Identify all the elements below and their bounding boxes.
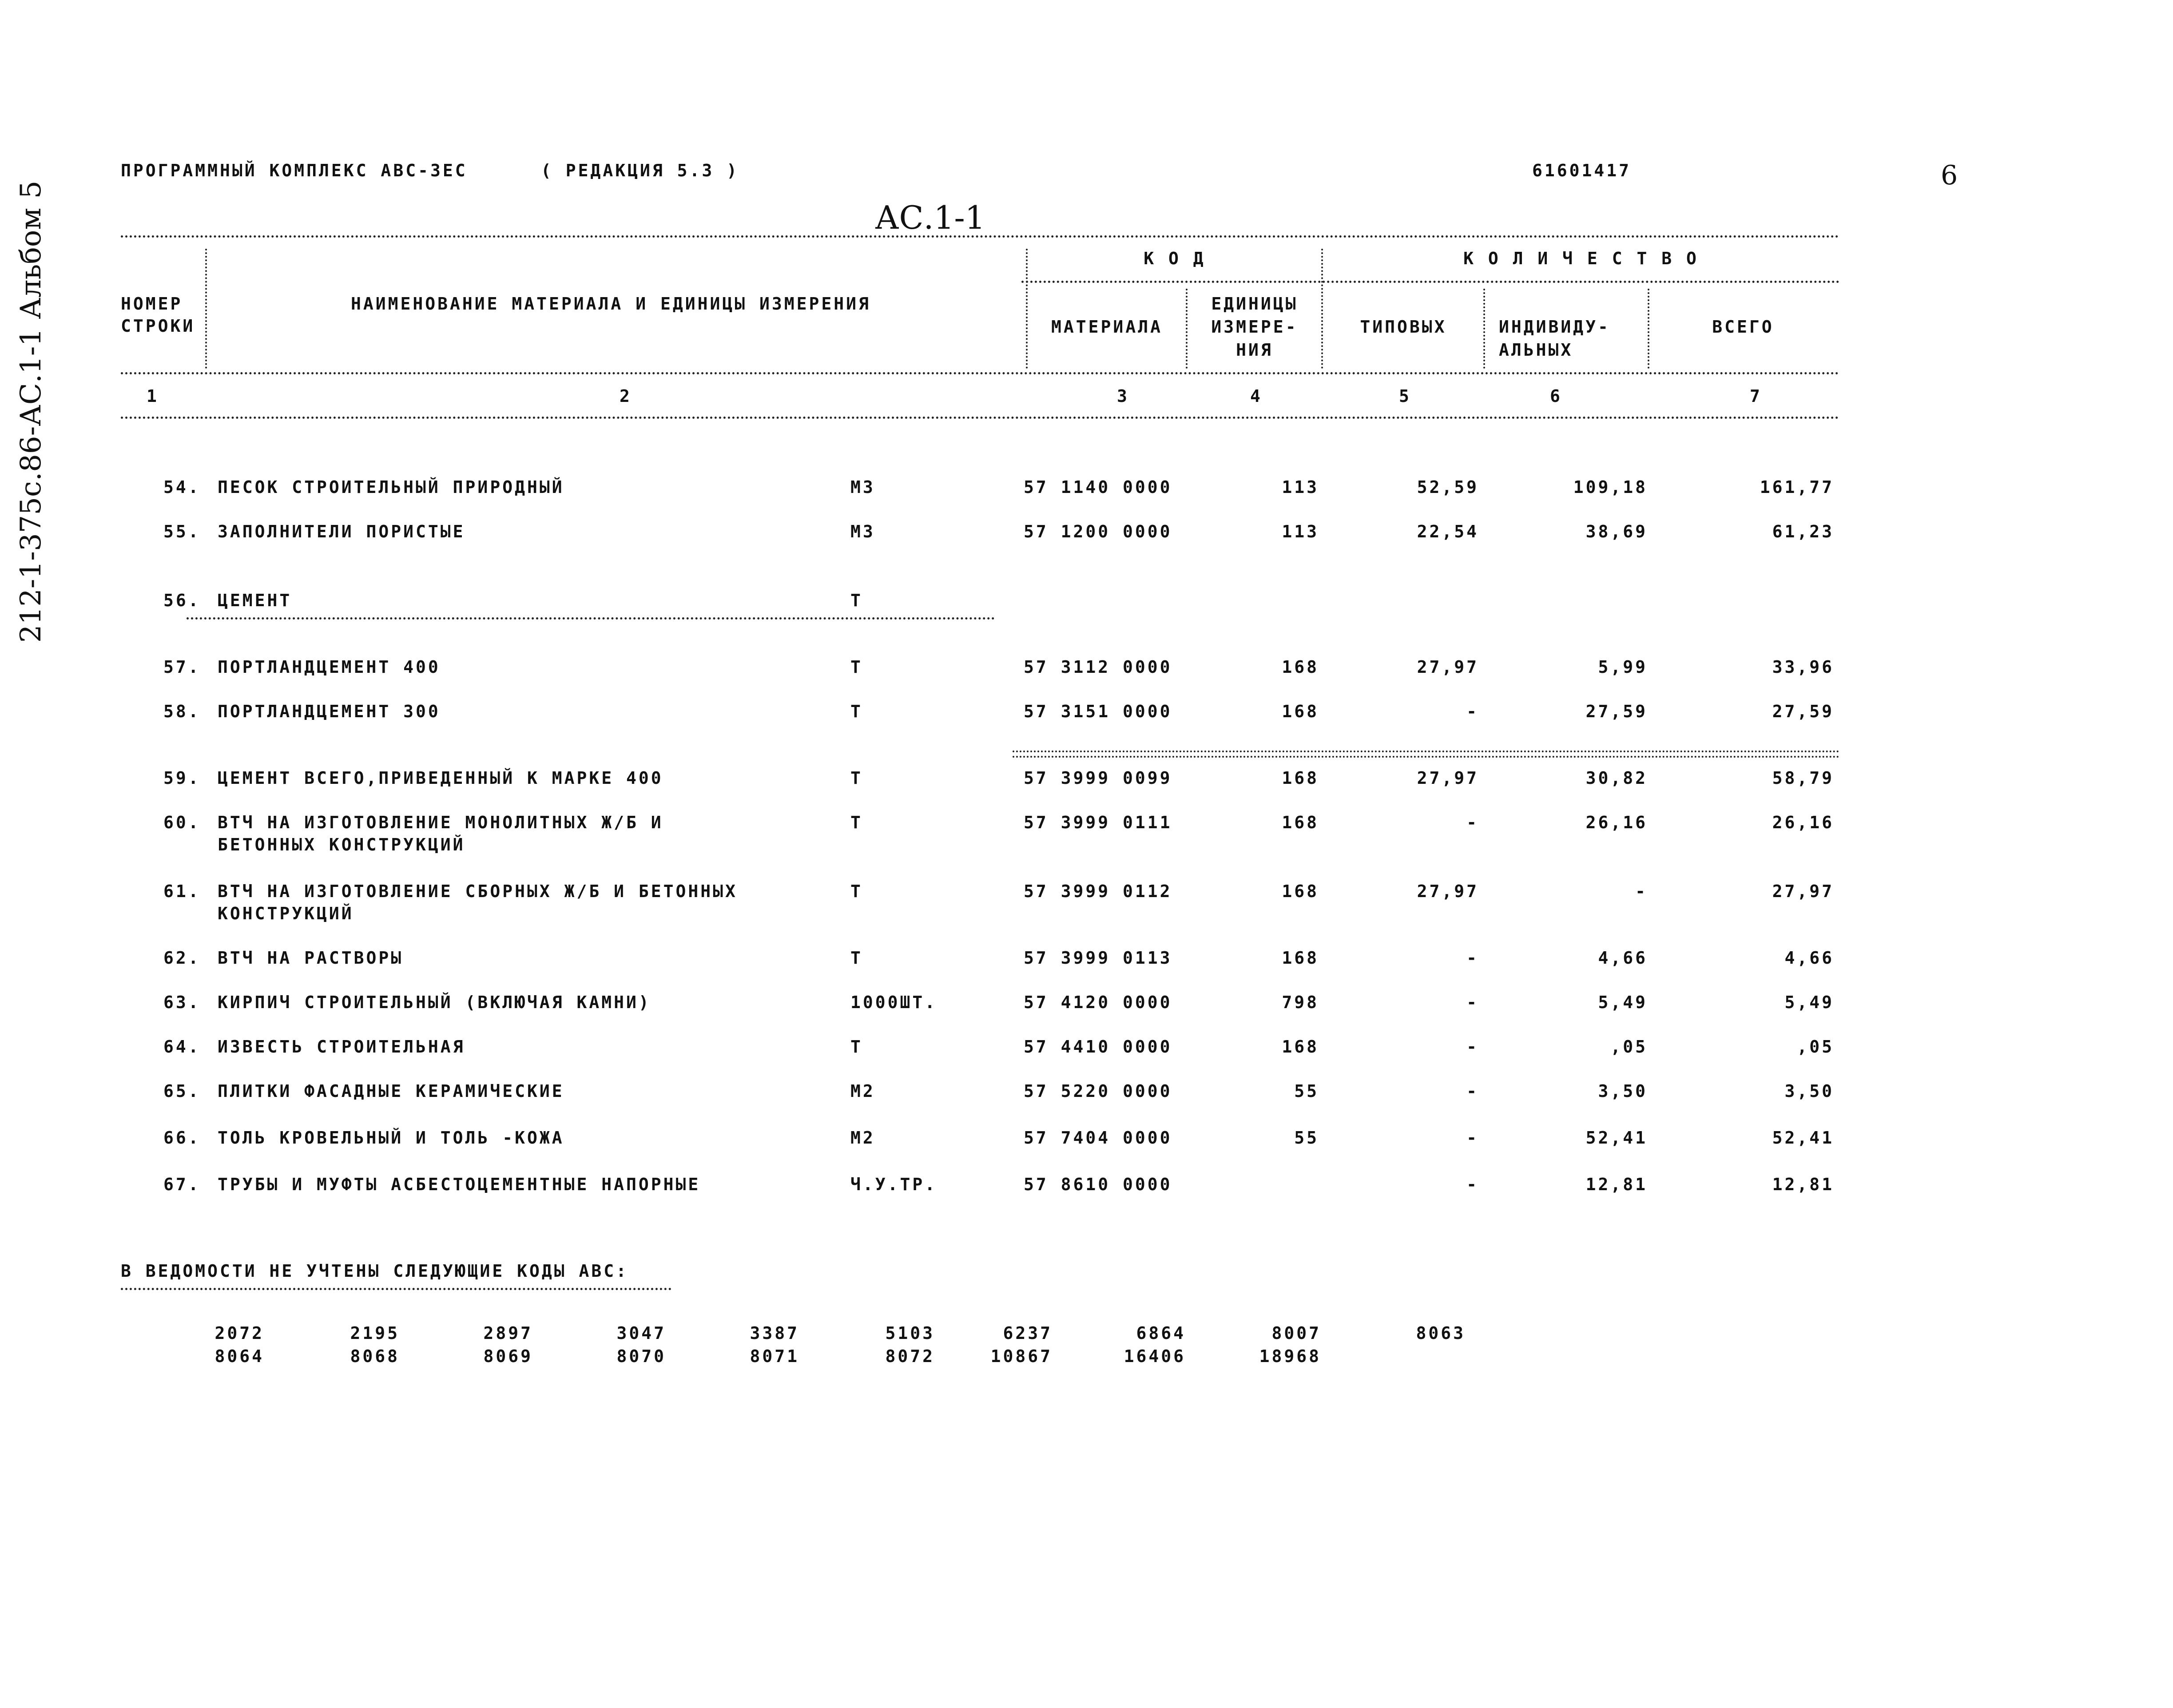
- header-unit-3: НИЯ: [1236, 340, 1273, 360]
- header-top-rule: [121, 235, 1839, 238]
- row-total-qty: 61,23: [1772, 522, 1834, 541]
- row-individual-qty: 38,69: [1585, 522, 1648, 541]
- excluded-code: 8071: [750, 1347, 799, 1366]
- row-material-code: 57 7404 0000: [1024, 1128, 1172, 1148]
- row-number: 67.: [163, 1175, 201, 1194]
- row-material-code: 57 3999 0112: [1024, 882, 1172, 901]
- row-name-continuation: КОНСТРУКЦИЙ: [218, 904, 354, 923]
- row-name: ТРУБЫ И МУФТЫ АСБЕСТОЦЕМЕНТНЫЕ НАПОРНЫЕ: [218, 1175, 701, 1194]
- column-number: 7: [1750, 386, 1762, 406]
- excluded-code: 8063: [1416, 1323, 1466, 1343]
- row-unit-code: 168: [1282, 882, 1319, 901]
- header-unit-2: ИЗМЕРЕ-: [1211, 317, 1298, 337]
- row-individual-qty: 4,66: [1598, 948, 1648, 968]
- excluded-code: 5103: [885, 1323, 935, 1343]
- row-typical-qty: -: [1466, 813, 1479, 832]
- footer-note: В ВЕДОМОСТИ НЕ УЧТЕНЫ СЛЕДУЮЩИЕ КОДЫ АВС:: [121, 1261, 628, 1281]
- row-unit: Т: [850, 768, 863, 788]
- row-typical-qty: -: [1466, 1175, 1479, 1194]
- column-number: 2: [620, 386, 632, 406]
- row-individual-qty: 52,41: [1585, 1128, 1648, 1148]
- row-typical-qty: -: [1466, 1081, 1479, 1101]
- row-name: ПЕСОК СТРОИТЕЛЬНЫЙ ПРИРОДНЫЙ: [218, 477, 564, 497]
- footer-note-underline: [121, 1288, 671, 1290]
- side-handwritten-note: 212-1-375с.86-АС.1-1 Альбом 5: [15, 180, 48, 643]
- row-material-code: 57 4120 0000: [1024, 993, 1172, 1012]
- row-unit: 1000ШТ.: [850, 993, 938, 1012]
- row-unit-code: 55: [1294, 1081, 1319, 1101]
- row-number: 59.: [163, 768, 201, 788]
- row-material-code: 57 4410 0000: [1024, 1037, 1172, 1057]
- header-code-group: К О Д: [1144, 249, 1206, 268]
- row-material-code: 57 3999 0099: [1024, 768, 1172, 788]
- header-typical: ТИПОВЫХ: [1360, 317, 1447, 337]
- row-unit: М2: [850, 1081, 875, 1101]
- row-total-qty: 4,66: [1784, 948, 1834, 968]
- row-total-qty: 26,16: [1772, 813, 1834, 832]
- row-name: ЦЕМЕНТ: [218, 591, 292, 610]
- row-total-qty: 27,97: [1772, 882, 1834, 901]
- row-total-qty: 12,81: [1772, 1175, 1834, 1194]
- column-number: 3: [1117, 386, 1129, 406]
- row-individual-qty: 30,82: [1585, 768, 1648, 788]
- excluded-code: 6237: [1003, 1323, 1053, 1343]
- cement-underline: [187, 617, 995, 620]
- row-unit: Т: [850, 882, 863, 901]
- row-unit: Т: [850, 702, 863, 721]
- row-typical-qty: -: [1466, 993, 1479, 1012]
- row-number: 61.: [163, 882, 201, 901]
- column-number: 1: [147, 386, 159, 406]
- row-name: ВТЧ НА ИЗГОТОВЛЕНИЕ СБОРНЫХ Ж/Б И БЕТОННЫХ: [218, 882, 738, 901]
- row-unit: Т: [850, 813, 863, 832]
- row-name: ВТЧ НА ИЗГОТОВЛЕНИЕ МОНОЛИТНЫХ Ж/Б И: [218, 813, 663, 832]
- col-numbers-rule: [121, 417, 1839, 419]
- row-unit-code: 168: [1282, 1037, 1319, 1057]
- row-unit-code: 168: [1282, 768, 1319, 788]
- header-separator: [205, 249, 207, 369]
- row-name: ИЗВЕСТЬ СТРОИТЕЛЬНАЯ: [218, 1037, 465, 1057]
- document-code: 61601417: [1532, 161, 1632, 180]
- excluded-code: 8068: [350, 1347, 400, 1366]
- row-number: 62.: [163, 948, 201, 968]
- row-individual-qty: ,05: [1610, 1037, 1648, 1057]
- row-unit-code: 113: [1282, 477, 1319, 497]
- row-material-code: 57 5220 0000: [1024, 1081, 1172, 1101]
- excluded-code: 10867: [990, 1347, 1053, 1366]
- row-total-qty: ,05: [1797, 1037, 1834, 1057]
- row-number: 60.: [163, 813, 201, 832]
- row-total-qty: 161,77: [1760, 477, 1834, 497]
- row-individual-qty: 12,81: [1585, 1175, 1648, 1194]
- header-separator: [1321, 249, 1323, 369]
- row-number: 56.: [163, 591, 201, 610]
- row-typical-qty: 52,59: [1417, 477, 1479, 497]
- row-typical-qty: 22,54: [1417, 522, 1479, 541]
- row-material-code: 57 3999 0113: [1024, 948, 1172, 968]
- column-number: 6: [1550, 386, 1562, 406]
- row-material-code: 57 1140 0000: [1024, 477, 1172, 497]
- row-name: ЦЕМЕНТ ВСЕГО,ПРИВЕДЕННЫЙ К МАРКЕ 400: [218, 768, 663, 788]
- row-typical-qty: -: [1466, 948, 1479, 968]
- row-number: 64.: [163, 1037, 201, 1057]
- row-individual-qty: 27,59: [1585, 702, 1648, 721]
- program-title: ПРОГРАММНЫЙ КОМПЛЕКС АВС-ЗЕС: [121, 161, 468, 180]
- header-unit-1: ЕДИНИЦЫ: [1211, 294, 1298, 314]
- excluded-code: 8070: [616, 1347, 666, 1366]
- header-row-number-2: СТРОКИ: [121, 316, 195, 336]
- excluded-code: 3387: [750, 1323, 799, 1343]
- row-individual-qty: 5,49: [1598, 993, 1648, 1012]
- excluded-code: 8072: [885, 1347, 935, 1366]
- row-typical-qty: -: [1466, 1128, 1479, 1148]
- row-name: ТОЛЬ КРОВЕЛЬНЫЙ И ТОЛЬ -КОЖА: [218, 1128, 564, 1148]
- excluded-code: 18968: [1259, 1347, 1321, 1366]
- row-name: ПЛИТКИ ФАСАДНЫЕ КЕРАМИЧЕСКИЕ: [218, 1081, 564, 1101]
- row-material-code: 57 3999 0111: [1024, 813, 1172, 832]
- excluded-code: 8007: [1271, 1323, 1321, 1343]
- header-bottom-rule: [121, 372, 1839, 374]
- row-individual-qty: -: [1635, 882, 1648, 901]
- column-number: 5: [1399, 386, 1411, 406]
- row-unit-code: 168: [1282, 948, 1319, 968]
- header-name: НАИМЕНОВАНИЕ МАТЕРИАЛА И ЕДИНИЦЫ ИЗМЕРЕНИЯ: [351, 294, 871, 314]
- row-name-continuation: БЕТОННЫХ КОНСТРУКЦИЙ: [218, 835, 465, 854]
- row-number: 54.: [163, 477, 201, 497]
- row-unit-code: 168: [1282, 813, 1319, 832]
- row-total-qty: 27,59: [1772, 702, 1834, 721]
- row-typical-qty: -: [1466, 702, 1479, 721]
- excluded-code: 2195: [350, 1323, 400, 1343]
- row-name: ВТЧ НА РАСТВОРЫ: [218, 948, 404, 968]
- row-name: ЗАПОЛНИТЕЛИ ПОРИСТЫЕ: [218, 522, 465, 541]
- excluded-code: 3047: [616, 1323, 666, 1343]
- header-separator: [1483, 289, 1485, 369]
- header-mid-rule: [1021, 281, 1839, 283]
- row-typical-qty: 27,97: [1417, 657, 1479, 677]
- row-number: 66.: [163, 1128, 201, 1148]
- row-unit-code: 168: [1282, 702, 1319, 721]
- row-total-qty: 3,50: [1784, 1081, 1834, 1101]
- row-total-qty: 5,49: [1784, 993, 1834, 1012]
- page-number: 6: [1941, 160, 1958, 191]
- row-unit-code: 168: [1282, 657, 1319, 677]
- row-number: 55.: [163, 522, 201, 541]
- row-unit: Т: [850, 657, 863, 677]
- row-name: КИРПИЧ СТРОИТЕЛЬНЫЙ (ВКЛЮЧАЯ КАМНИ): [218, 993, 651, 1012]
- header-row-number: НОМЕР: [121, 294, 183, 314]
- header-quantity-group: К О Л И Ч Е С Т В О: [1463, 249, 1699, 268]
- row-number: 63.: [163, 993, 201, 1012]
- subtotal-rule: [1013, 751, 1839, 758]
- row-unit: Т: [850, 948, 863, 968]
- row-typical-qty: 27,97: [1417, 882, 1479, 901]
- excluded-code: 2897: [483, 1323, 533, 1343]
- header-code-material: МАТЕРИАЛА: [1051, 317, 1163, 337]
- row-individual-qty: 3,50: [1598, 1081, 1648, 1101]
- row-unit-code: 113: [1282, 522, 1319, 541]
- program-edition: ( РЕДАКЦИЯ 5.3 ): [541, 161, 739, 180]
- handwritten-title: АС.1-1: [875, 199, 985, 236]
- column-number: 4: [1250, 386, 1263, 406]
- row-name: ПОРТЛАНДЦЕМЕНТ 300: [218, 702, 441, 721]
- row-individual-qty: 5,99: [1598, 657, 1648, 677]
- row-unit: Ч.У.ТР.: [850, 1175, 938, 1194]
- row-material-code: 57 8610 0000: [1024, 1175, 1172, 1194]
- row-individual-qty: 109,18: [1573, 477, 1648, 497]
- excluded-code: 16406: [1124, 1347, 1186, 1366]
- row-typical-qty: 27,97: [1417, 768, 1479, 788]
- row-unit: Т: [850, 591, 863, 610]
- row-total-qty: 52,41: [1772, 1128, 1834, 1148]
- excluded-code: 8064: [215, 1347, 264, 1366]
- header-separator: [1186, 289, 1188, 369]
- header-total: ВСЕГО: [1712, 317, 1774, 337]
- header-separator: [1648, 289, 1649, 369]
- row-number: 58.: [163, 702, 201, 721]
- row-unit: М3: [850, 477, 875, 497]
- row-individual-qty: 26,16: [1585, 813, 1648, 832]
- row-unit: М3: [850, 522, 875, 541]
- row-material-code: 57 3151 0000: [1024, 702, 1172, 721]
- row-unit-code: 55: [1294, 1128, 1319, 1148]
- row-unit: Т: [850, 1037, 863, 1057]
- excluded-code: 6864: [1136, 1323, 1186, 1343]
- row-unit: М2: [850, 1128, 875, 1148]
- row-unit-code: 798: [1282, 993, 1319, 1012]
- row-material-code: 57 3112 0000: [1024, 657, 1172, 677]
- header-individual-1: ИНДИВИДУ-: [1499, 317, 1610, 337]
- row-total-qty: 33,96: [1772, 657, 1834, 677]
- header-individual-2: АЛЬНЫХ: [1499, 340, 1573, 360]
- row-number: 57.: [163, 657, 201, 677]
- excluded-code: 8069: [483, 1347, 533, 1366]
- row-number: 65.: [163, 1081, 201, 1101]
- row-total-qty: 58,79: [1772, 768, 1834, 788]
- row-name: ПОРТЛАНДЦЕМЕНТ 400: [218, 657, 441, 677]
- header-separator: [1026, 249, 1028, 369]
- row-material-code: 57 1200 0000: [1024, 522, 1172, 541]
- excluded-code: 2072: [215, 1323, 264, 1343]
- row-typical-qty: -: [1466, 1037, 1479, 1057]
